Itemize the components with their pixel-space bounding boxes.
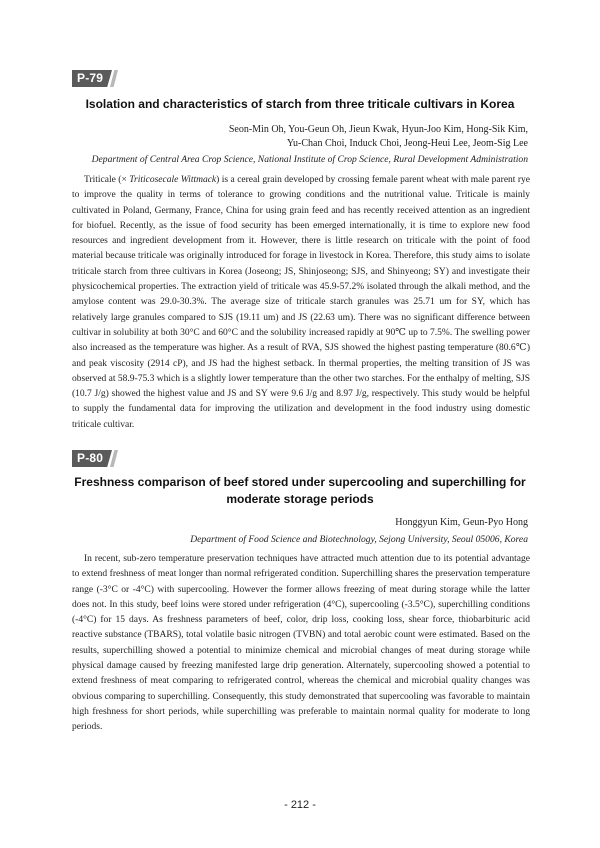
- abstract-title-p79: Isolation and characteristics of starch from three triticale cultivars in Korea: [85, 97, 515, 111]
- authors-p79: [108, 123, 528, 151]
- authors-line-1: Seon-Min Oh, You-Geun Oh, Jieun Kwak, Hyun-Joo Kim, Hong-Sik Kim,: [228, 124, 528, 135]
- abstract-title-p80: [70, 474, 530, 508]
- abstract-body-p80: [72, 552, 530, 736]
- abstract-badge-p80: [72, 450, 118, 467]
- authors-p80: Honggyun Kim, Geun-Pyo Hong: [395, 517, 528, 528]
- abstract-text: In recent, sub-zero temperature preservation techniques have attracted much attention due to its potential advantage to extend freshness of meat longer than normal refrigerated condition. Superchilling shares the preservation temperature range (-3°C or -4°C) with supercooling. However the former allows freezing of meat during storage while the latter does not. In this study, beef loins were stored under refrigeration (4°C), supercooling (-3.5°C), superchilling conditions (-4°C) for 15 days. As freshness parameters of beef, color, drip loss, cooking loss, shear force, thiobarbituric acid reactive substance (TBARS), total volatile basic nitrogen (TVBN) and total aerobic count were estimated. Based on the results, superchilling showed a potential to minimize chemical and microbial changes of meat during storage while physical damage caused by freezing manifested large drip generation. Alternately, supercooling showed a potential to extend freshness of meat comparing to refrigerated control, whereas the chemical and microbial quality changes was obvious comparing to superchilling. Consequently, this study demonstrated that supercooling was favorable to maintain high freshness for short periods, while superchilling was preferable to maintain normal quality for moderate to long periods.: [72, 554, 530, 733]
- abstract-lead: Triticale (×: [84, 175, 130, 185]
- affiliation-p80: Department of Food Science and Biotechnology, Sejong University, Seoul 05006, Korea: [190, 534, 528, 545]
- abstract-text: ) is a cereal grain developed by crossing female parent wheat with male parent rye to improve the quality in terms of tolerance to growing conditions and the nutritional value. Triticale is mainly cultivated in Poland, Germany, France, China for using grain feed and has recently received attention as an ingredient for biofuel. Recently, as the issue of food security has been emerged internationally, it is time to explore new food resources and ingredient development from it. However, there is little research on triticale with the point of food material because triticale was originally introduced for forage in livestock in Korea. Therefore, this study aims to isolate triticale starch from three cultivars in Korea (Joseong; JS, Shinjoseong; SJS, and Shinyeong; SY) and investigate their physicochemical properties. The extraction yield of triticale was 45.9-57.2% isolated through the alkali method, and the amylose content was 29.0-30.3%. The average size of triticale starch granules was 25.71 um for SY, which has relatively large granules compared to SJS (19.11 um) and JS (22.63 um). There was no significant difference between cultivar in solubility at both 30°C and 60°C and the solubility increased rapidly at 90℃ up to 7.5%. The swelling power also increased as the temperature was higher. As a result of RVA, SJS showed the highest pasting temperature (80.6℃) and peak viscosity (2914 cP), and JS had the highest setback. In thermal properties, the melting transition of JS was observed at 58.9-75.3 which is a slightly lower temperature than the other two starches. For the enthalpy of melting, SJS (10.7 J/g) showed the highest value and JS and SY were 9.6 J/g and 8.97 J/g, respectively. This study would be helpful to supply the fundamental data for improving the utilization and development in the food industry using domestic triticale cultivar.: [72, 175, 530, 430]
- page-number: - 212 -: [284, 799, 316, 811]
- authors-line-2: Yu-Chan Choi, Induck Choi, Jeong-Heui Lee, Jeom-Sig Lee: [286, 138, 528, 149]
- abstract-badge-p79: [72, 70, 118, 87]
- badge-label: P-80: [77, 451, 104, 465]
- title-line-2: moderate storage periods: [226, 492, 374, 506]
- species-name: Triticosecale Wittmack: [129, 175, 217, 185]
- title-line-1: Freshness comparison of beef stored under supercooling and superchilling for: [74, 475, 526, 489]
- affiliation-p79: Department of Central Area Crop Science, National Institute of Crop Science, Rural Development Administration: [91, 154, 528, 165]
- abstract-body-p79: [72, 173, 530, 433]
- badge-label: P-79: [77, 71, 104, 85]
